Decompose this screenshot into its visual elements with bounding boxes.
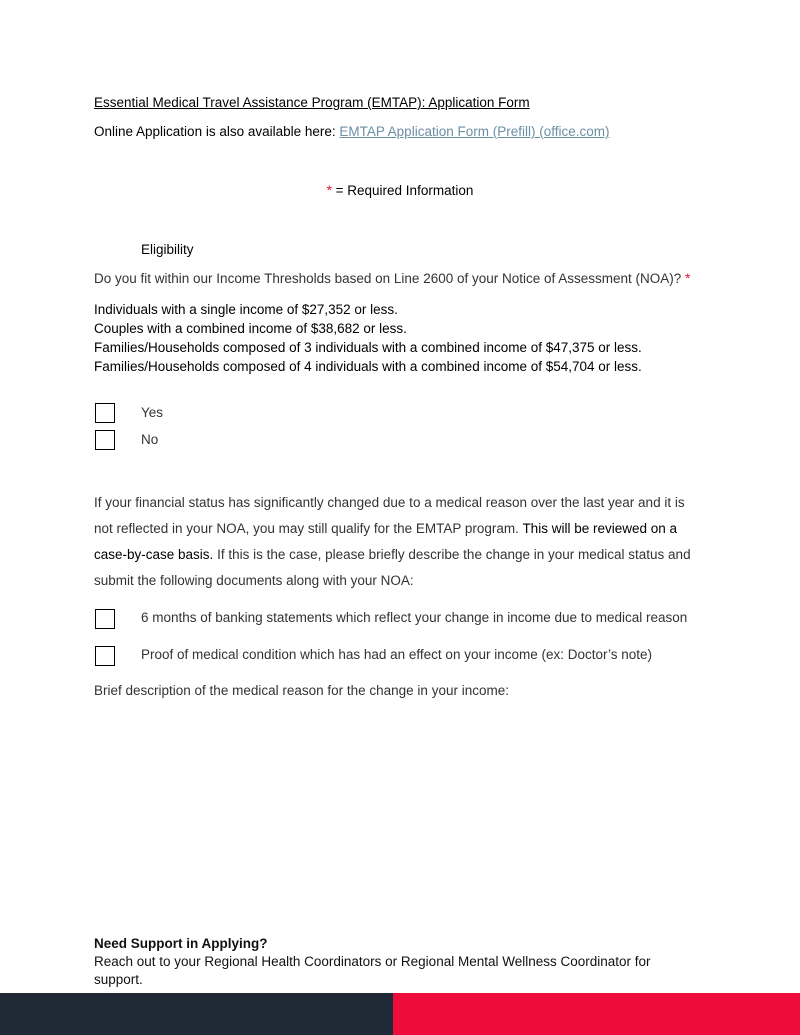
online-application-line <box>94 124 609 139</box>
banking-statements-checkbox[interactable] <box>95 609 115 629</box>
online-application-link[interactable]: EMTAP Application Form (Prefill) (office.com) <box>339 124 610 139</box>
no-option-label: No <box>141 432 159 447</box>
footer-dark-band <box>0 993 393 1035</box>
threshold-item: Individuals with a single income of $27,352 or less. <box>94 302 398 317</box>
paragraph-part-1: If your financial status has significantly changed due to a medical reason over the last year and it is not reflected in your NOA, you may still qualify for the EMTAP program. <box>94 495 685 536</box>
paragraph-part-2: If this is the case, please briefly describe the change in your medical status and submit the following documents along with your NOA: <box>94 547 691 588</box>
threshold-item: Families/Households composed of 4 individuals with a combined income of $54,704 or less. <box>94 359 642 374</box>
support-text: Reach out to your Regional Health Coordinators or Regional Mental Wellness Coordinator for support. <box>94 954 651 987</box>
medical-change-paragraph <box>94 490 694 594</box>
brief-description-label: Brief description of the medical reason for the change in your income: <box>94 683 509 698</box>
brief-description-field[interactable] <box>94 706 706 916</box>
support-heading: Need Support in Applying? <box>94 936 268 951</box>
yes-checkbox[interactable] <box>95 403 115 423</box>
required-info-note <box>0 183 800 198</box>
medical-proof-label: Proof of medical condition which has had an effect on your income (ex: Doctor’s note) <box>141 647 653 662</box>
income-threshold-question-text: Do you fit within our Income Thresholds based on Line 2600 of your Notice of Assessment (NOA)? <box>94 271 686 286</box>
question-required-asterisk: * <box>685 271 691 286</box>
threshold-item: Couples with a combined income of $38,682 or less. <box>94 321 407 336</box>
form-title: Essential Medical Travel Assistance Program (EMTAP): Application Form <box>94 95 530 110</box>
online-application-prefix: Online Application is also available here: <box>94 124 340 139</box>
banking-statements-label: 6 months of banking statements which reflect your change in income due to medical reason <box>141 610 688 625</box>
threshold-item: Families/Households composed of 3 individuals with a combined income of $47,375 or less. <box>94 340 642 355</box>
medical-proof-checkbox[interactable] <box>95 646 115 666</box>
no-checkbox[interactable] <box>95 430 115 450</box>
income-thresholds-list <box>94 300 642 376</box>
yes-option-label: Yes <box>141 405 164 420</box>
paragraph-case-by-case: This will be reviewed on a case-by-case basis. <box>94 521 678 562</box>
required-asterisk: * <box>326 183 332 198</box>
income-threshold-question <box>94 271 690 286</box>
eligibility-heading: Eligibility <box>141 242 194 257</box>
footer-red-band <box>393 993 800 1035</box>
required-info-text: = Required Information <box>331 183 474 198</box>
